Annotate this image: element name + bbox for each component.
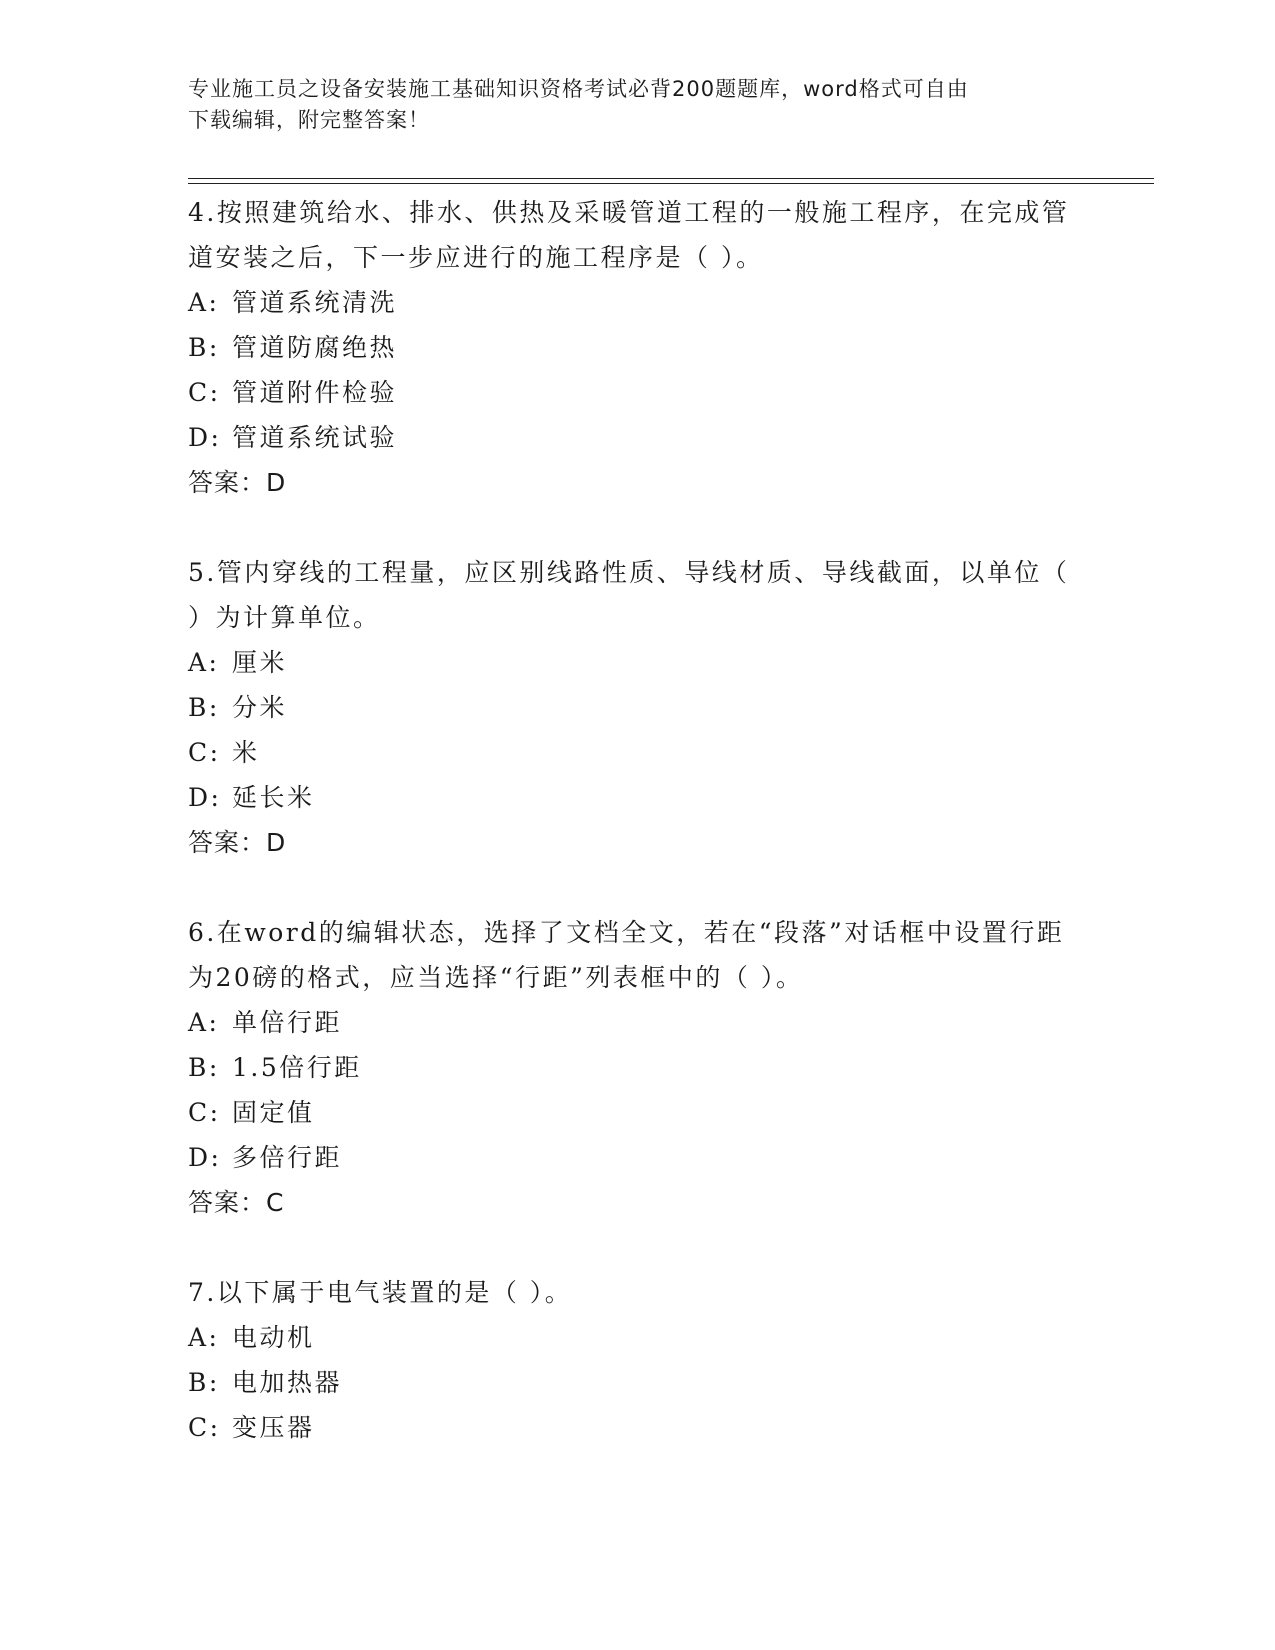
option-text: 电动机 <box>232 1323 315 1352</box>
option-letter: C: <box>188 738 221 767</box>
option-letter: C: <box>188 378 221 407</box>
header-rule-top <box>188 178 1154 179</box>
option-text: 米 <box>232 738 260 767</box>
option-d <box>188 775 1088 820</box>
option-letter: A: <box>188 1323 220 1352</box>
answer-line: 答案：C <box>188 1188 285 1217</box>
option-a <box>188 280 1088 325</box>
option-text: 管道附件检验 <box>232 378 398 407</box>
option-letter: C: <box>188 1098 221 1127</box>
option-text: 1.5倍行距 <box>232 1053 362 1082</box>
answer-line: 答案：D <box>188 828 287 857</box>
answer-line: 答案：D <box>188 468 287 497</box>
option-text: 多倍行距 <box>232 1143 343 1172</box>
option-c <box>188 370 1088 415</box>
question-7 <box>188 1270 1088 1450</box>
option-text: 延长米 <box>232 783 315 812</box>
question-stem: 5.管内穿线的工程量，应区别线路性质、导线材质、导线截面，以单位（ ）为计算单位。 <box>188 558 1070 632</box>
option-letter: A: <box>188 1008 220 1037</box>
question-5 <box>188 550 1088 865</box>
option-text: 固定值 <box>232 1098 315 1127</box>
header-title-line-1: 专业施工员之设备安装施工基础知识资格考试必背200题题库，word格式可自由 <box>188 77 969 101</box>
option-b <box>188 1045 1088 1090</box>
header-title-line-2: 下载编辑，附完整答案！ <box>188 108 430 132</box>
option-text: 电加热器 <box>232 1368 343 1397</box>
document-header <box>188 74 1088 136</box>
option-text: 管道防腐绝热 <box>232 333 398 362</box>
option-text: 变压器 <box>232 1413 315 1442</box>
option-text: 管道系统清洗 <box>232 288 398 317</box>
question-stem: 4.按照建筑给水、排水、供热及采暖管道工程的一般施工程序，在完成管道安装之后，下一步应进行的施工程序是（ ）。 <box>188 198 1070 272</box>
option-c <box>188 1090 1088 1135</box>
option-c <box>188 730 1088 775</box>
question-stem: 7.以下属于电气装置的是（ ）。 <box>188 1278 573 1307</box>
option-letter: B: <box>188 1053 220 1082</box>
question-list <box>188 190 1088 1495</box>
option-b <box>188 325 1088 370</box>
option-letter: A: <box>188 288 220 317</box>
option-c <box>188 1405 1088 1450</box>
question-6 <box>188 910 1088 1225</box>
option-b <box>188 685 1088 730</box>
option-a <box>188 1000 1088 1045</box>
option-letter: C: <box>188 1413 221 1442</box>
option-d <box>188 415 1088 460</box>
option-d <box>188 1135 1088 1180</box>
option-letter: A: <box>188 648 220 677</box>
option-a <box>188 1315 1088 1360</box>
option-text: 厘米 <box>232 648 288 677</box>
header-rule-bottom <box>188 183 1154 184</box>
option-letter: B: <box>188 333 220 362</box>
option-a <box>188 640 1088 685</box>
option-letter: D: <box>188 1143 222 1172</box>
option-text: 管道系统试验 <box>232 423 398 452</box>
option-text: 单倍行距 <box>232 1008 343 1037</box>
option-letter: B: <box>188 1368 220 1397</box>
option-letter: D: <box>188 423 222 452</box>
option-b <box>188 1360 1088 1405</box>
question-stem: 6.在word的编辑状态，选择了文档全文，若在“段落”对话框中设置行距为20磅的格式，应当选择“行距”列表框中的（ ）。 <box>188 918 1065 992</box>
option-letter: B: <box>188 693 220 722</box>
question-4 <box>188 190 1088 505</box>
option-text: 分米 <box>232 693 288 722</box>
option-letter: D: <box>188 783 222 812</box>
